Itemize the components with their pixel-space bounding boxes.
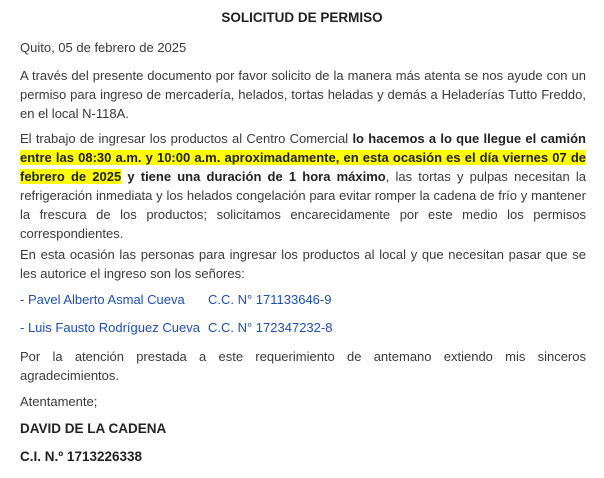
thanks-paragraph: Por la atención prestada a este requerimiento de antemano extiendo mis sinceros agradecimientos. (20, 349, 586, 383)
document-title: SOLICITUD DE PERMISO (221, 10, 383, 25)
signer-id: C.I. N.º 1713226338 (20, 449, 143, 464)
intro-paragraph: A través del presente documento por favor solicito de la manera más atenta se nos ayude con un permiso para ingreso de mercadería, helados, tortas heladas y demás a Heladerías Tutto Freddo, en el local N-118A. (20, 68, 586, 121)
schedule-highlight: entre las 08:30 a.m. y 10:00 a.m. aproximadamente, en esta ocasión es el día viernes 07 de febrero de 2025 (20, 150, 586, 184)
person-name: - Luis Fausto Rodríguez Cueva (20, 320, 200, 335)
schedule-bold-text: lo hacemos a lo que llegue el camión (352, 131, 586, 146)
date-line: Quito, 05 de febrero de 2025 (20, 40, 187, 55)
schedule-paragraph (20, 129, 586, 243)
person-entry-2 (20, 318, 332, 337)
duration-bold-text: y tiene una duración de 1 hora máximo (121, 169, 386, 184)
schedule-text-start: El trabajo de ingresar los productos al Centro Comercial (20, 131, 353, 146)
person-name: - Pavel Alberto Asmal Cueva (20, 292, 185, 307)
closing-line: Atentamente; (20, 394, 98, 409)
signer-name: DAVID DE LA CADENA (20, 421, 167, 436)
person-id: C.C. N° 171133646-9 (208, 292, 332, 307)
person-entry-1 (20, 290, 331, 309)
persons-intro-paragraph: En esta ocasión las personas para ingresar los productos al local y que necesitan pasar que se les autorice el ingreso son los señores: (20, 247, 586, 281)
schedule-text-end: , las tortas y pulpas necesitan la refrigeración inmediata y los helados congelación para evitar romper la cadena de frío y mantener la frescura de los productos; solicitamos encarecidamente por este medio los permisos correspondientes. (20, 169, 586, 241)
person-id: C.C. N° 172347232-8 (208, 320, 333, 335)
